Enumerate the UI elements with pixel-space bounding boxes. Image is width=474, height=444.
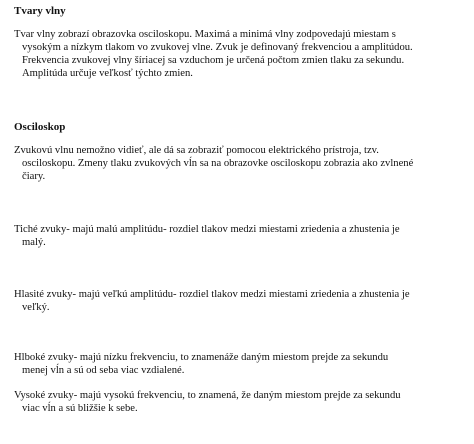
text-line: Zvukovú vlnu nemožno vidieť, ale dá sa zobraziť pomocou elektrického prístroja, tzv. xyxy=(14,145,379,156)
text-line: viac vĺn a sú bližšie k sebe. xyxy=(22,403,138,414)
section-heading-osciloskop: Osciloskop xyxy=(14,121,66,133)
text-line: Frekvencia zvukovej vlny šíriacej sa vzduchom je určená počtom zmien tlaku za sekundu. xyxy=(22,55,405,66)
text-line: menej vĺn a sú od seba viac vzdialené. xyxy=(22,365,185,376)
text-line: Hlboké zvuky- majú nízku frekvenciu, to znamenáže daným miestom prejde za sekundu xyxy=(14,352,389,363)
text-line: čiary. xyxy=(22,171,46,182)
text-line: Amplitúda určuje veľkosť týchto zmien. xyxy=(22,68,193,79)
text-line: osciloskopu. Zmeny tlaku zvukových vĺn sa na obrazovke osciloskopu zobrazia ako zvlnené xyxy=(22,158,414,169)
paragraph-quiet-sounds xyxy=(14,223,400,249)
section-heading-tvary-vlny: Tvary vlny xyxy=(14,5,66,17)
paragraph-loud-sounds xyxy=(14,288,410,314)
text-line: Hlasité zvuky- majú veľkú amplitúdu- rozdiel tlakov medzi miestami zriedenia a zhustenia je xyxy=(14,289,410,300)
paragraph-tvary-vlny xyxy=(14,28,413,80)
paragraph-high-sounds xyxy=(14,389,401,415)
paragraph-osciloskop-intro xyxy=(14,144,413,183)
text-line: Vysoké zvuky- majú vysokú frekvenciu, to znamená, že daným miestom prejde za sekundu xyxy=(14,390,401,401)
text-line: Tiché zvuky- majú malú amplitúdu- rozdiel tlakov medzi miestami zriedenia a zhustenia je xyxy=(14,224,400,235)
text-line: veľký. xyxy=(22,302,50,313)
text-line: Tvar vlny zobrazí obrazovka osciloskopu. Maximá a minimá vlny zodpovedajú miestam s xyxy=(14,29,396,40)
text-line: malý. xyxy=(22,237,46,248)
paragraph-deep-sounds xyxy=(14,351,388,377)
text-line: vysokým a nízkym tlakom vo zvukovej vlne. Zvuk je definovaný frekvenciou a amplitúdou. xyxy=(22,42,413,53)
